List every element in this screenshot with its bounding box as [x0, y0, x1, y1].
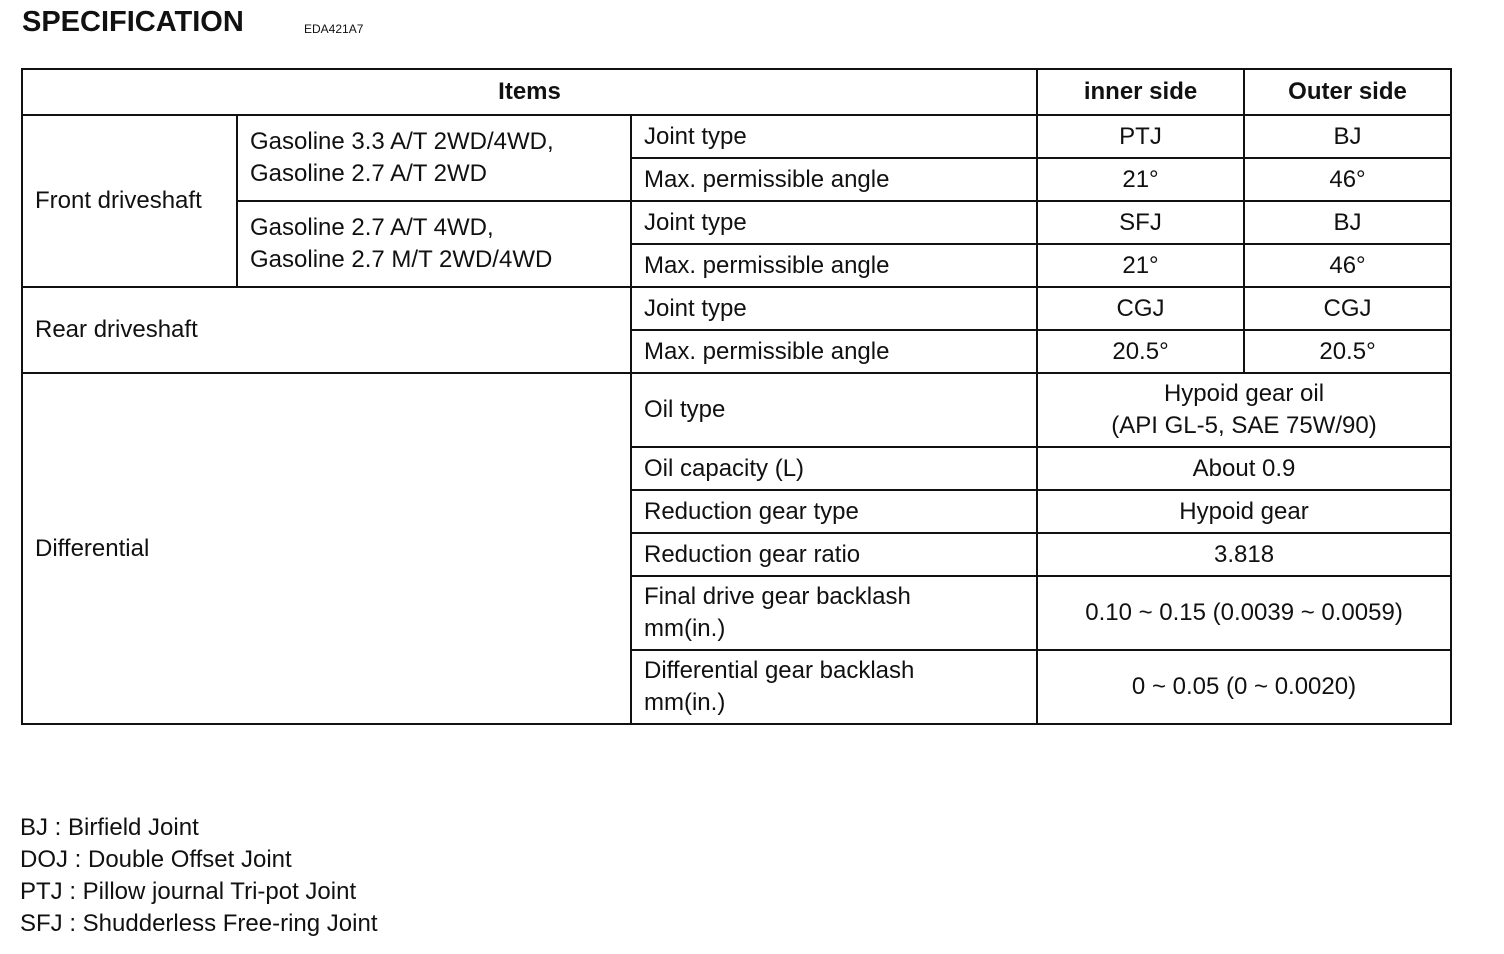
item-cell: Reduction gear type	[631, 490, 1037, 533]
item-cell: Joint type	[631, 287, 1037, 330]
outer-cell: 46°	[1244, 158, 1451, 201]
table-row	[22, 373, 1451, 447]
outer-cell: BJ	[1244, 201, 1451, 244]
item-line: mm(in.)	[644, 615, 726, 642]
header-items: Items	[22, 69, 1037, 115]
item-cell: Joint type	[631, 115, 1037, 158]
value-line: (API GL-5, SAE 75W/90)	[1111, 412, 1377, 439]
variant-line: Gasoline 2.7 A/T 4WD,	[250, 214, 494, 241]
item-line: Final drive gear backlash	[644, 583, 911, 610]
outer-cell: CGJ	[1244, 287, 1451, 330]
differential-label: Differential	[22, 373, 631, 724]
item-cell: Max. permissible angle	[631, 244, 1037, 287]
item-cell: Max. permissible angle	[631, 158, 1037, 201]
inner-cell: 20.5°	[1037, 330, 1244, 373]
page-title: SPECIFICATION	[22, 6, 244, 38]
inner-cell: PTJ	[1037, 115, 1244, 158]
value-cell	[1037, 373, 1451, 447]
item-cell: Joint type	[631, 201, 1037, 244]
item-cell: Reduction gear ratio	[631, 533, 1037, 576]
item-cell	[631, 650, 1037, 724]
header-inner-side: inner side	[1037, 69, 1244, 115]
rear-driveshaft-label: Rear driveshaft	[22, 287, 631, 373]
outer-cell: 20.5°	[1244, 330, 1451, 373]
item-line: Differential gear backlash	[644, 657, 915, 684]
note-line: DOJ : Double Offset Joint	[20, 846, 292, 873]
note-line: BJ : Birfield Joint	[20, 814, 199, 841]
item-cell: Max. permissible angle	[631, 330, 1037, 373]
note-line: PTJ : Pillow journal Tri-pot Joint	[20, 878, 357, 905]
specification-table	[21, 68, 1452, 725]
outer-cell: 46°	[1244, 244, 1451, 287]
inner-cell: 21°	[1037, 158, 1244, 201]
inner-cell: CGJ	[1037, 287, 1244, 330]
table-row	[22, 201, 1451, 244]
value-cell: 0 ~ 0.05 (0 ~ 0.0020)	[1037, 650, 1451, 724]
item-cell: Oil capacity (L)	[631, 447, 1037, 490]
variant-line: Gasoline 2.7 A/T 2WD	[250, 160, 487, 187]
header-outer-side: Outer side	[1244, 69, 1451, 115]
table-header-row	[22, 69, 1451, 115]
item-line: mm(in.)	[644, 689, 726, 716]
table-row	[22, 115, 1451, 158]
item-cell	[631, 576, 1037, 650]
document-code: EDA421A7	[304, 22, 364, 36]
note-line: SFJ : Shudderless Free-ring Joint	[20, 910, 378, 937]
value-cell: About 0.9	[1037, 447, 1451, 490]
item-cell: Oil type	[631, 373, 1037, 447]
front-variant-2	[237, 201, 631, 287]
front-variant-1	[237, 115, 631, 201]
variant-line: Gasoline 2.7 M/T 2WD/4WD	[250, 246, 553, 273]
inner-cell: 21°	[1037, 244, 1244, 287]
front-driveshaft-label: Front driveshaft	[22, 115, 237, 287]
inner-cell: SFJ	[1037, 201, 1244, 244]
value-line: Hypoid gear oil	[1163, 380, 1325, 407]
value-cell: 0.10 ~ 0.15 (0.0039 ~ 0.0059)	[1037, 576, 1451, 650]
abbreviation-notes	[20, 812, 377, 940]
value-cell: 3.818	[1037, 533, 1451, 576]
value-cell: Hypoid gear	[1037, 490, 1451, 533]
outer-cell: BJ	[1244, 115, 1451, 158]
table-row	[22, 287, 1451, 330]
variant-line: Gasoline 3.3 A/T 2WD/4WD,	[250, 128, 554, 155]
